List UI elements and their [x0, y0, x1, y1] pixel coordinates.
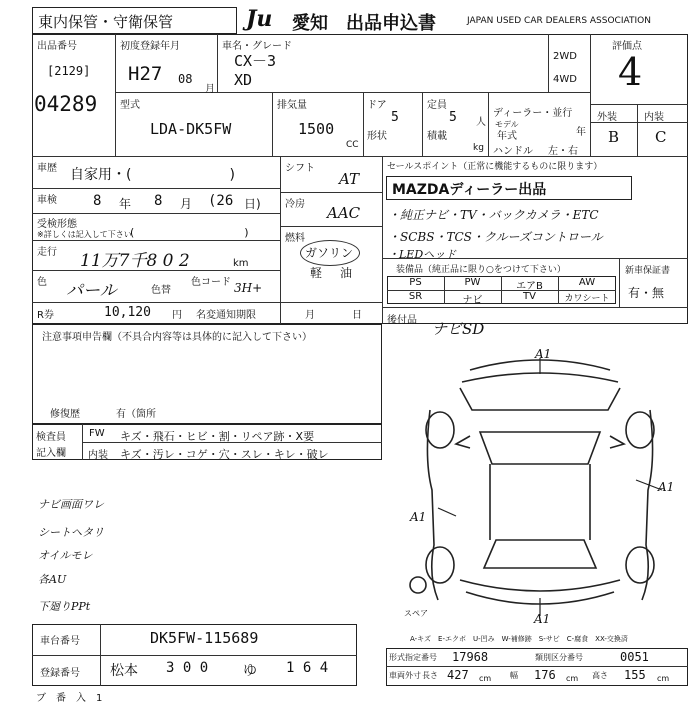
plate-class: 3 0 0 [166, 660, 209, 676]
class-no-label: 類別区分番号 [535, 653, 583, 662]
registration-month: 08 [178, 72, 193, 86]
history-value: 自家用・( ) [70, 167, 235, 183]
org-name: 愛知 [292, 13, 328, 34]
score-value: 4 [618, 50, 643, 94]
shaken-month-unit: 月 [180, 197, 193, 211]
notes-header: 注意事項申告欄（不具合内容等は具体的に記入して下さい） [42, 332, 312, 343]
chassis-number: DK5FW-115689 [150, 629, 259, 647]
fw-items: キズ・飛石・ヒビ・割・リペア跡・X要 [120, 430, 315, 443]
plate-region: 松本 [110, 663, 138, 679]
shift-value: AT [339, 170, 360, 188]
handle-options: 左・右 [548, 146, 578, 157]
sales-point-2: ・SCBS・TCS・クルーズコントロール [388, 230, 603, 244]
mileage-value: 11万7千8 0 2 [80, 251, 190, 271]
car-name-label: 車名・グレード [222, 41, 292, 52]
new-car-warranty-value: 有・無 [628, 286, 665, 300]
interior-label: 内装 [644, 112, 664, 123]
model-year-label1: モデル [495, 120, 519, 129]
displacement-value: 1500 [298, 120, 335, 138]
damage-mark-rear: A1 [534, 612, 551, 626]
dealer-label: ディーラー・並行 [493, 108, 573, 119]
handwritten-note-3: オイルモレ [38, 549, 93, 562]
sales-point-1: ・純正ナビ・TV・バックカメラ・ETC [388, 208, 599, 222]
equip-airbag: エアB [516, 281, 543, 292]
damage-mark-front: A1 [535, 347, 552, 361]
car-grade: XD [234, 71, 253, 89]
sales-points-label: セールスポイント（正常に機能するものに限ります） [387, 162, 603, 172]
consign-label: 受検形態 [37, 219, 77, 230]
fuel-alt2: 油 [340, 266, 353, 280]
handwritten-note-2: シートヘタリ [38, 526, 104, 539]
shaken-year: 8 [93, 193, 102, 209]
footer-fragment: ブ 番 入 1 [36, 693, 103, 704]
aftermarket-label: 後付品 [387, 315, 417, 326]
length-value: 427 [447, 668, 469, 682]
shift-label: シフト [285, 163, 315, 174]
displacement-label: 排気量 [277, 100, 307, 111]
sales-point-3: ・LEDヘッド [388, 248, 457, 261]
tax-unit: 円 [172, 310, 182, 321]
listing-number: 04289 [34, 92, 98, 116]
equip-aw: AW [578, 277, 596, 288]
score-label: 評価点 [612, 41, 642, 52]
drive-2wd: 2WD [553, 51, 577, 62]
plate-label: 登録番号 [40, 668, 80, 679]
equipment-label: 装備品（純正品に限り○をつけて下さい） [396, 265, 566, 275]
ac-value: AAC [327, 204, 361, 222]
capacity-value: 5 [449, 110, 457, 125]
shaken-month: 8 [154, 193, 163, 209]
equip-navi: ナビ [462, 295, 483, 306]
new-car-warranty-label: 新車保証書 [625, 266, 671, 276]
car-model: CX－3 [234, 52, 277, 70]
name-change-month: 月 [305, 310, 315, 321]
exterior-label: 外装 [597, 112, 617, 123]
car-type: LDA-DK5FW [150, 120, 232, 138]
listing-number-label: 出品番号 [37, 41, 77, 52]
equip-pw: PW [464, 277, 481, 288]
interior-row-label: 内装 [88, 450, 108, 461]
year-unit: 年 [576, 127, 586, 138]
repair-history-value: 有（箇所 [116, 409, 156, 420]
sales-points-title: MAZDAディーラー出品 [392, 182, 547, 198]
listing-sub-number: [2129] [47, 64, 91, 78]
plate-number: 1 6 4 [286, 660, 329, 676]
shaken-year-unit: 年 [119, 197, 132, 211]
tax-value: 10,120 [104, 305, 151, 320]
weight-label: 積載 [427, 131, 447, 142]
type-cert-value: 17968 [452, 650, 489, 664]
handwritten-note-4: 各AU [38, 573, 67, 586]
fw-label: FW [89, 428, 105, 439]
name-change-day: 日 [352, 310, 362, 321]
cc-unit: CC [346, 140, 359, 150]
height-unit: cm [657, 674, 670, 683]
shaken-day: (26 [208, 193, 234, 209]
association-name: JAPAN USED CAR DEALERS ASSOCIATION [467, 16, 651, 26]
spare-label: スペア [404, 609, 428, 618]
consign-note: ※詳しくは記入して下さい [37, 230, 132, 239]
registration-label: 初度登録年月 [120, 41, 180, 52]
capacity-label: 定員 [427, 100, 447, 111]
color-code-label: 色コード [191, 277, 231, 288]
inspector-label: 検査員 [36, 432, 66, 443]
equip-leather-seat: カワシート [564, 294, 610, 304]
car-damage-diagram [400, 340, 680, 640]
fuel-value: ガソリン [305, 246, 354, 260]
height-value: 155 [624, 668, 646, 682]
ju-logo: Ju [246, 6, 273, 32]
registration-year: H27 [128, 63, 163, 85]
model-year-label2: 年式 [497, 131, 517, 142]
equip-sr: SR [408, 291, 423, 302]
mileage-label: 走行 [37, 247, 57, 258]
doors-label: ドア [367, 100, 387, 111]
repair-history-label: 修復歴 [50, 409, 80, 420]
doors-value: 5 [391, 110, 399, 125]
length-unit: cm [479, 674, 492, 683]
fuel-label: 燃料 [285, 233, 305, 244]
equip-tv: TV [523, 291, 536, 302]
history-label: 車歴 [37, 163, 57, 174]
handwritten-note-5: 下廻りPPt [38, 600, 91, 613]
exterior-score: B [608, 128, 620, 146]
capacity-unit: 人 [476, 117, 486, 128]
name-change-label: 名変通知期限 [196, 310, 256, 321]
shaken-label: 車検 [37, 195, 57, 206]
type-label: 型式 [120, 100, 140, 111]
height-label: 高さ [592, 671, 608, 680]
entry-label: 記入欄 [36, 448, 66, 459]
damage-legend: A-キズ E-エクボ U-凹み W-補修跡 S-サビ C-腐食 XX-交換済 [410, 635, 628, 643]
interior-score: C [655, 128, 667, 146]
aftermarket-value: ナビSD [432, 320, 485, 338]
interior-items: キズ・汚レ・コゲ・穴・スレ・キレ・破レ [120, 448, 329, 461]
form-title: 出品申込書 [346, 13, 436, 34]
size-label: 車両外寸 [389, 671, 421, 680]
plate-kana: ゆ [243, 663, 257, 679]
chassis-label: 車台番号 [40, 636, 80, 647]
consign-value: ( ) [130, 226, 249, 239]
width-unit: cm [566, 674, 579, 683]
class-no-value: 0051 [620, 650, 649, 664]
drive-4wd: 4WD [553, 74, 577, 85]
color-change-label: 色替 [151, 285, 171, 296]
color-label: 色 [37, 277, 47, 288]
registration-month-unit: 月 [205, 84, 215, 95]
color-code-value: 3H+ [234, 281, 263, 295]
damage-mark-right: A1 [658, 480, 675, 494]
storage-label: 東内保管・守衛保管 [38, 13, 174, 31]
shape-label: 形状 [367, 131, 387, 142]
handle-label: ハンドル [493, 146, 533, 157]
width-label: 幅 [510, 671, 518, 680]
equip-ps: PS [409, 277, 422, 288]
type-cert-label: 形式指定番号 [389, 653, 437, 662]
ac-label: 冷房 [285, 199, 305, 210]
length-label: 長さ [422, 671, 438, 680]
shaken-day-unit: 日) [244, 197, 261, 211]
damage-mark-left: A1 [410, 510, 427, 524]
handwritten-note-1: ナビ画面ワレ [38, 498, 104, 511]
width-value: 176 [534, 668, 556, 682]
color-value: パール [66, 281, 117, 301]
tax-label: R券 [37, 310, 54, 321]
mileage-unit: km [233, 258, 249, 269]
weight-unit: kg [473, 143, 484, 153]
fuel-alt: 軽 [310, 266, 323, 280]
